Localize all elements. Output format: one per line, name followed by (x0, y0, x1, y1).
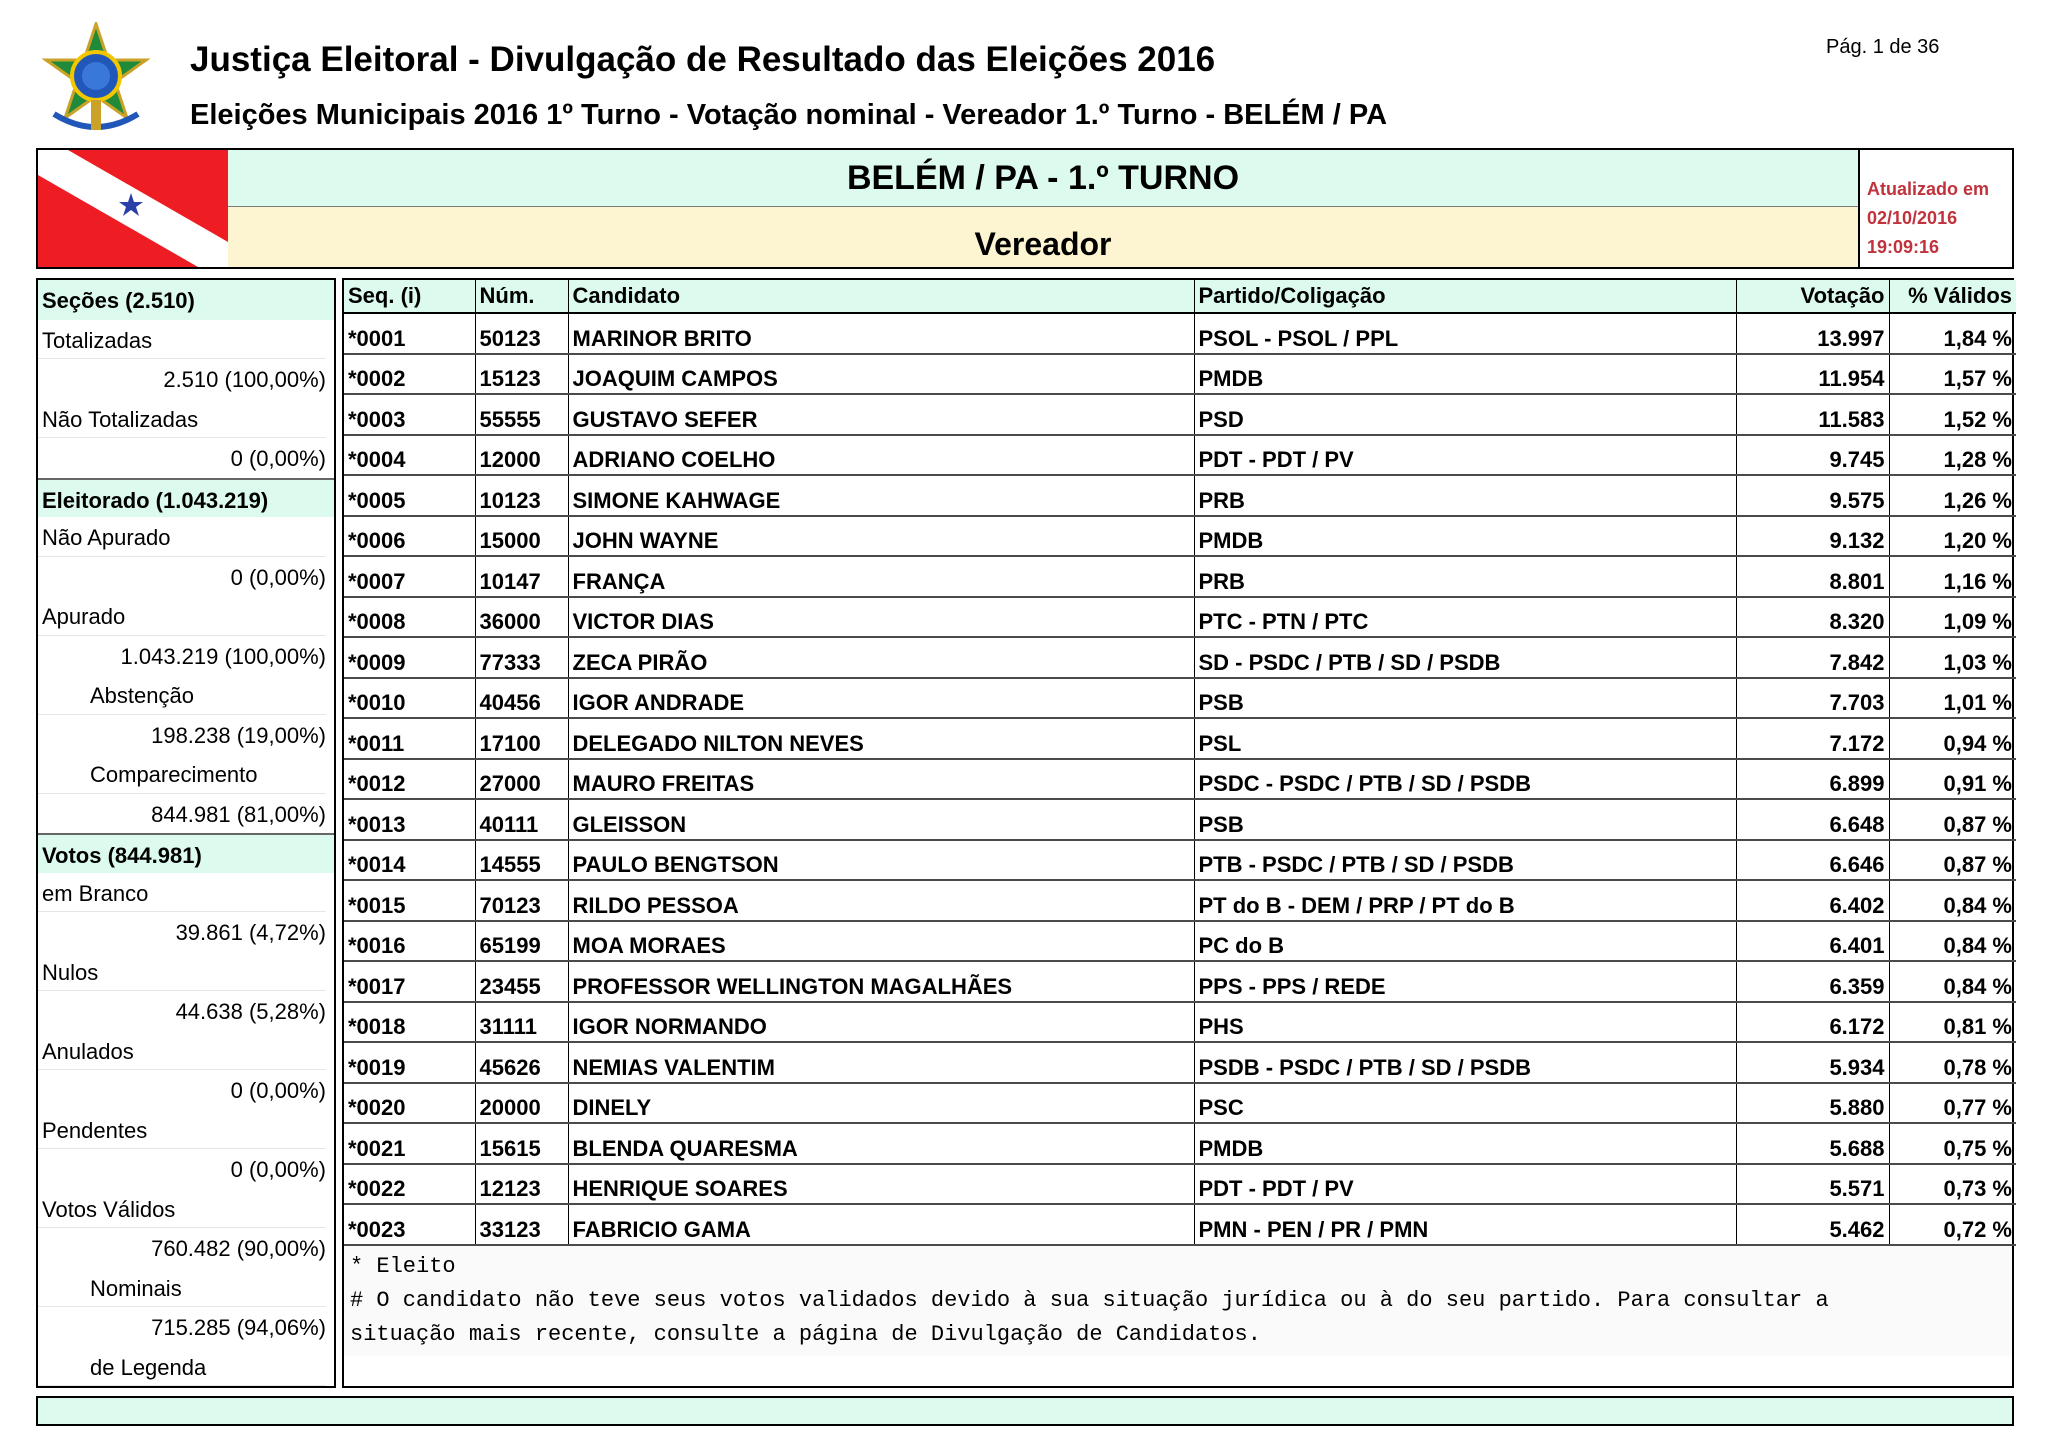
banner-city-row (228, 150, 1858, 207)
cell-seq: *0020 (344, 1083, 475, 1124)
col-validos: % Válidos (1889, 280, 2016, 313)
cell-candidato: HENRIQUE SOARES (568, 1164, 1194, 1205)
cell-candidato: DELEGADO NILTON NEVES (568, 718, 1194, 759)
cell-num: 40111 (475, 799, 568, 840)
cell-seq: *0012 (344, 759, 475, 800)
cell-candidato: ZECA PIRÃO (568, 637, 1194, 678)
cell-partido: PDT - PDT / PV (1194, 435, 1736, 476)
cell-seq: *0011 (344, 718, 475, 759)
cell-votacao: 11.954 (1736, 354, 1889, 395)
nominais-value-row: 715.285 (94,06%) (151, 1315, 326, 1340)
cell-validos: 0,84 % (1889, 880, 2016, 921)
cell-votacao: 5.880 (1736, 1083, 1889, 1124)
cell-votacao: 5.462 (1736, 1204, 1889, 1245)
table-header-row (344, 280, 2016, 313)
table-row (344, 1204, 2016, 1245)
branco-label-row: em Branco (38, 873, 334, 913)
summary-panel (36, 278, 336, 1388)
page-subtitle: Eleições Municipais 2016 1º Turno - Votação nominal - Vereador 1.º Turno - BELÉM / PA (190, 99, 1388, 131)
col-seq: Seq. (i) (344, 280, 475, 313)
table-row (344, 313, 2016, 354)
cell-votacao: 6.648 (1736, 799, 1889, 840)
cell-num: 65199 (475, 921, 568, 962)
cell-validos: 1,20 % (1889, 516, 2016, 557)
table-notes (344, 1246, 2012, 1356)
cell-validos: 1,28 % (1889, 435, 2016, 476)
comparecimento-label-row: Comparecimento (38, 754, 334, 794)
results-table (344, 280, 2016, 1246)
cell-validos: 1,16 % (1889, 556, 2016, 597)
apurado-value-row: 1.043.219 (100,00%) (120, 643, 326, 669)
cell-candidato: NEMIAS VALENTIM (568, 1042, 1194, 1083)
table-row (344, 961, 2016, 1002)
cell-num: 23455 (475, 961, 568, 1002)
cell-partido: PTC - PTN / PTC (1194, 597, 1736, 638)
page-header (0, 0, 2048, 150)
nao-totalizadas-value-row: 0 (0,00%) (230, 446, 326, 471)
cell-validos: 0,87 % (1889, 799, 2016, 840)
votos-header: Votos (844.981) (38, 833, 334, 873)
nominais-label-row: Nominais (38, 1268, 334, 1308)
cell-seq: *0014 (344, 840, 475, 881)
banner-city: BELÉM / PA - 1.º TURNO (846, 159, 1240, 197)
cell-partido: PMDB (1194, 354, 1736, 395)
cell-seq: *0021 (344, 1123, 475, 1164)
brazil-coat-of-arms-icon (36, 22, 156, 140)
cell-candidato: IGOR NORMANDO (568, 1002, 1194, 1043)
col-partido: Partido/Coligação (1194, 280, 1736, 313)
cell-candidato: PROFESSOR WELLINGTON MAGALHÃES (568, 961, 1194, 1002)
cell-seq: *0023 (344, 1204, 475, 1245)
cell-partido: PPS - PPS / REDE (1194, 961, 1736, 1002)
cell-num: 40456 (475, 678, 568, 719)
cell-seq: *0006 (344, 516, 475, 557)
cell-votacao: 13.997 (1736, 313, 1889, 354)
cell-candidato: BLENDA QUARESMA (568, 1123, 1194, 1164)
cell-seq: *0008 (344, 597, 475, 638)
abstencao-value-row: 198.238 (19,00%) (151, 722, 326, 748)
table-row (344, 678, 2016, 719)
cell-partido: PSD (1194, 394, 1736, 435)
cell-num: 77333 (475, 637, 568, 678)
cell-partido: PTB - PSDC / PTB / SD / PSDB (1194, 840, 1736, 881)
cell-candidato: GLEISSON (568, 799, 1194, 840)
table-row (344, 475, 2016, 516)
nulos-value-row: 44.638 (5,28%) (175, 999, 326, 1024)
cell-partido: SD - PSDC / PTB / SD / PSDB (1194, 637, 1736, 678)
cell-seq: *0003 (344, 394, 475, 435)
cell-votacao: 6.172 (1736, 1002, 1889, 1043)
cell-num: 27000 (475, 759, 568, 800)
cell-partido: PMN - PEN / PR / PMN (1194, 1204, 1736, 1245)
cell-seq: *0002 (344, 354, 475, 395)
updated-date: 02/10/2016 (1867, 208, 1958, 228)
table-row (344, 597, 2016, 638)
cell-votacao: 7.172 (1736, 718, 1889, 759)
cell-candidato: RILDO PESSOA (568, 880, 1194, 921)
cell-validos: 0,94 % (1889, 718, 2016, 759)
table-row (344, 556, 2016, 597)
cell-candidato: SIMONE KAHWAGE (568, 475, 1194, 516)
cell-num: 36000 (475, 597, 568, 638)
totalizadas-label-row: Totalizadas (38, 320, 334, 360)
updated-time: 19:09:16 (1867, 237, 1940, 257)
cell-votacao: 6.359 (1736, 961, 1889, 1002)
secoes-header: Seções (2.510) (38, 280, 334, 320)
cell-candidato: IGOR ANDRADE (568, 678, 1194, 719)
cell-votacao: 11.583 (1736, 394, 1889, 435)
cell-num: 33123 (475, 1204, 568, 1245)
cell-num: 15123 (475, 354, 568, 395)
cell-validos: 1,26 % (1889, 475, 2016, 516)
cell-num: 31111 (475, 1002, 568, 1043)
cell-candidato: MOA MORAES (568, 921, 1194, 962)
para-state-flag-icon (38, 150, 228, 267)
cell-seq: *0001 (344, 313, 475, 354)
banner-cargo-row (228, 207, 1858, 267)
cell-partido: PMDB (1194, 1123, 1736, 1164)
cell-votacao: 6.402 (1736, 880, 1889, 921)
table-row (344, 354, 2016, 395)
abstencao-label-row: Abstenção (38, 675, 334, 715)
col-num: Núm. (475, 280, 568, 313)
validos-label-row: Votos Válidos (38, 1189, 334, 1229)
table-row (344, 759, 2016, 800)
cell-votacao: 8.320 (1736, 597, 1889, 638)
cell-candidato: FRANÇA (568, 556, 1194, 597)
cell-votacao: 8.801 (1736, 556, 1889, 597)
anulados-label-row: Anulados (38, 1031, 334, 1071)
cell-seq: *0009 (344, 637, 475, 678)
cell-validos: 1,03 % (1889, 637, 2016, 678)
comparecimento-value-row: 844.981 (81,00%) (151, 801, 326, 827)
cell-validos: 0,75 % (1889, 1123, 2016, 1164)
cell-candidato: ADRIANO COELHO (568, 435, 1194, 476)
nao-apurado-value-row: 0 (0,00%) (230, 564, 326, 590)
cell-num: 15000 (475, 516, 568, 557)
cell-validos: 1,57 % (1889, 354, 2016, 395)
cell-seq: *0018 (344, 1002, 475, 1043)
nulos-label-row: Nulos (38, 952, 334, 992)
note-legal-line2: situação mais recente, consulte a página de Divulgação de Candidatos. (350, 1321, 1261, 1347)
cell-votacao: 5.688 (1736, 1123, 1889, 1164)
cell-num: 12123 (475, 1164, 568, 1205)
cell-num: 15615 (475, 1123, 568, 1164)
cell-votacao: 9.132 (1736, 516, 1889, 557)
cell-num: 12000 (475, 435, 568, 476)
apurado-label-row: Apurado (38, 596, 334, 636)
cell-partido: PSC (1194, 1083, 1736, 1124)
cell-num: 10123 (475, 475, 568, 516)
cell-partido: PSDC - PSDC / PTB / SD / PSDB (1194, 759, 1736, 800)
cell-num: 20000 (475, 1083, 568, 1124)
cell-validos: 0,78 % (1889, 1042, 2016, 1083)
cell-partido: PRB (1194, 556, 1736, 597)
totalizadas-value-row: 2.510 (100,00%) (163, 367, 326, 392)
cell-partido: PDT - PDT / PV (1194, 1164, 1736, 1205)
cell-candidato: DINELY (568, 1083, 1194, 1124)
cell-num: 45626 (475, 1042, 568, 1083)
cell-votacao: 6.401 (1736, 921, 1889, 962)
cell-candidato: GUSTAVO SEFER (568, 394, 1194, 435)
cell-votacao: 9.745 (1736, 435, 1889, 476)
banner-cargo: Vereador (974, 226, 1112, 262)
table-row (344, 1164, 2016, 1205)
election-banner (36, 148, 2014, 269)
cell-partido: PRB (1194, 475, 1736, 516)
eleitorado-header: Eleitorado (1.043.219) (38, 478, 334, 518)
cell-validos: 1,09 % (1889, 597, 2016, 638)
cell-validos: 0,91 % (1889, 759, 2016, 800)
table-row (344, 1042, 2016, 1083)
cell-partido: PT do B - DEM / PRP / PT do B (1194, 880, 1736, 921)
nao-apurado-label-row: Não Apurado (38, 517, 334, 557)
cell-seq: *0007 (344, 556, 475, 597)
update-timestamp (1858, 150, 2012, 267)
cell-partido: PC do B (1194, 921, 1736, 962)
cell-validos: 0,84 % (1889, 961, 2016, 1002)
cell-seq: *0019 (344, 1042, 475, 1083)
cell-validos: 0,87 % (1889, 840, 2016, 881)
cell-validos: 1,52 % (1889, 394, 2016, 435)
pendentes-value-row: 0 (0,00%) (230, 1157, 326, 1182)
table-row (344, 921, 2016, 962)
col-votacao: Votação (1736, 280, 1889, 313)
cell-candidato: PAULO BENGTSON (568, 840, 1194, 881)
table-row (344, 1002, 2016, 1043)
cell-seq: *0022 (344, 1164, 475, 1205)
cell-seq: *0015 (344, 880, 475, 921)
table-row (344, 1123, 2016, 1164)
nao-totalizadas-label-row: Não Totalizadas (38, 399, 334, 439)
results-panel (342, 278, 2014, 1388)
cell-num: 10147 (475, 556, 568, 597)
page-title: Justiça Eleitoral - Divulgação de Resultado das Eleições 2016 (190, 40, 1216, 79)
cell-candidato: VICTOR DIAS (568, 597, 1194, 638)
cell-seq: *0017 (344, 961, 475, 1002)
cell-validos: 1,01 % (1889, 678, 2016, 719)
cell-seq: *0004 (344, 435, 475, 476)
results-body (344, 313, 2016, 1245)
cell-validos: 0,72 % (1889, 1204, 2016, 1245)
cell-num: 50123 (475, 313, 568, 354)
cell-num: 14555 (475, 840, 568, 881)
cell-votacao: 6.899 (1736, 759, 1889, 800)
cell-validos: 1,84 % (1889, 313, 2016, 354)
cell-partido: PHS (1194, 1002, 1736, 1043)
cell-votacao: 7.842 (1736, 637, 1889, 678)
table-row (344, 840, 2016, 881)
cell-partido: PSDB - PSDC / PTB / SD / PSDB (1194, 1042, 1736, 1083)
page-number: Pág. 1 de 36 (1826, 36, 1940, 58)
cell-candidato: FABRICIO GAMA (568, 1204, 1194, 1245)
table-row (344, 516, 2016, 557)
cell-votacao: 5.571 (1736, 1164, 1889, 1205)
cell-partido: PSB (1194, 799, 1736, 840)
cell-validos: 0,81 % (1889, 1002, 2016, 1043)
cell-num: 55555 (475, 394, 568, 435)
cell-partido: PSL (1194, 718, 1736, 759)
pendentes-label-row: Pendentes (38, 1110, 334, 1150)
legenda-label-row: de Legenda (38, 1347, 334, 1387)
cell-seq: *0005 (344, 475, 475, 516)
cell-validos: 0,77 % (1889, 1083, 2016, 1124)
table-row (344, 394, 2016, 435)
table-row (344, 799, 2016, 840)
cell-candidato: MAURO FREITAS (568, 759, 1194, 800)
cell-candidato: JOHN WAYNE (568, 516, 1194, 557)
updated-label: Atualizado em (1867, 179, 1990, 199)
cell-validos: 0,73 % (1889, 1164, 2016, 1205)
table-row (344, 880, 2016, 921)
validos-value-row: 760.482 (90,00%) (151, 1236, 326, 1261)
cell-votacao: 5.934 (1736, 1042, 1889, 1083)
table-row (344, 637, 2016, 678)
anulados-value-row: 0 (0,00%) (230, 1078, 326, 1103)
cell-partido: PSOL - PSOL / PPL (1194, 313, 1736, 354)
col-candidato: Candidato (568, 280, 1194, 313)
cell-candidato: MARINOR BRITO (568, 313, 1194, 354)
cell-partido: PMDB (1194, 516, 1736, 557)
cell-partido: PSB (1194, 678, 1736, 719)
cell-votacao: 6.646 (1736, 840, 1889, 881)
cell-num: 70123 (475, 880, 568, 921)
table-row (344, 718, 2016, 759)
note-eleito: * Eleito (350, 1253, 456, 1279)
footer-bar (36, 1396, 2014, 1426)
cell-candidato: JOAQUIM CAMPOS (568, 354, 1194, 395)
note-legal-line1: # O candidato não teve seus votos validados devido à sua situação jurídica ou à do seu partido. Para consultar a (350, 1287, 1829, 1313)
cell-votacao: 7.703 (1736, 678, 1889, 719)
table-row (344, 1083, 2016, 1124)
cell-votacao: 9.575 (1736, 475, 1889, 516)
cell-seq: *0016 (344, 921, 475, 962)
table-row (344, 435, 2016, 476)
cell-seq: *0013 (344, 799, 475, 840)
cell-seq: *0010 (344, 678, 475, 719)
branco-value-row: 39.861 (4,72%) (175, 920, 326, 945)
cell-num: 17100 (475, 718, 568, 759)
cell-validos: 0,84 % (1889, 921, 2016, 962)
